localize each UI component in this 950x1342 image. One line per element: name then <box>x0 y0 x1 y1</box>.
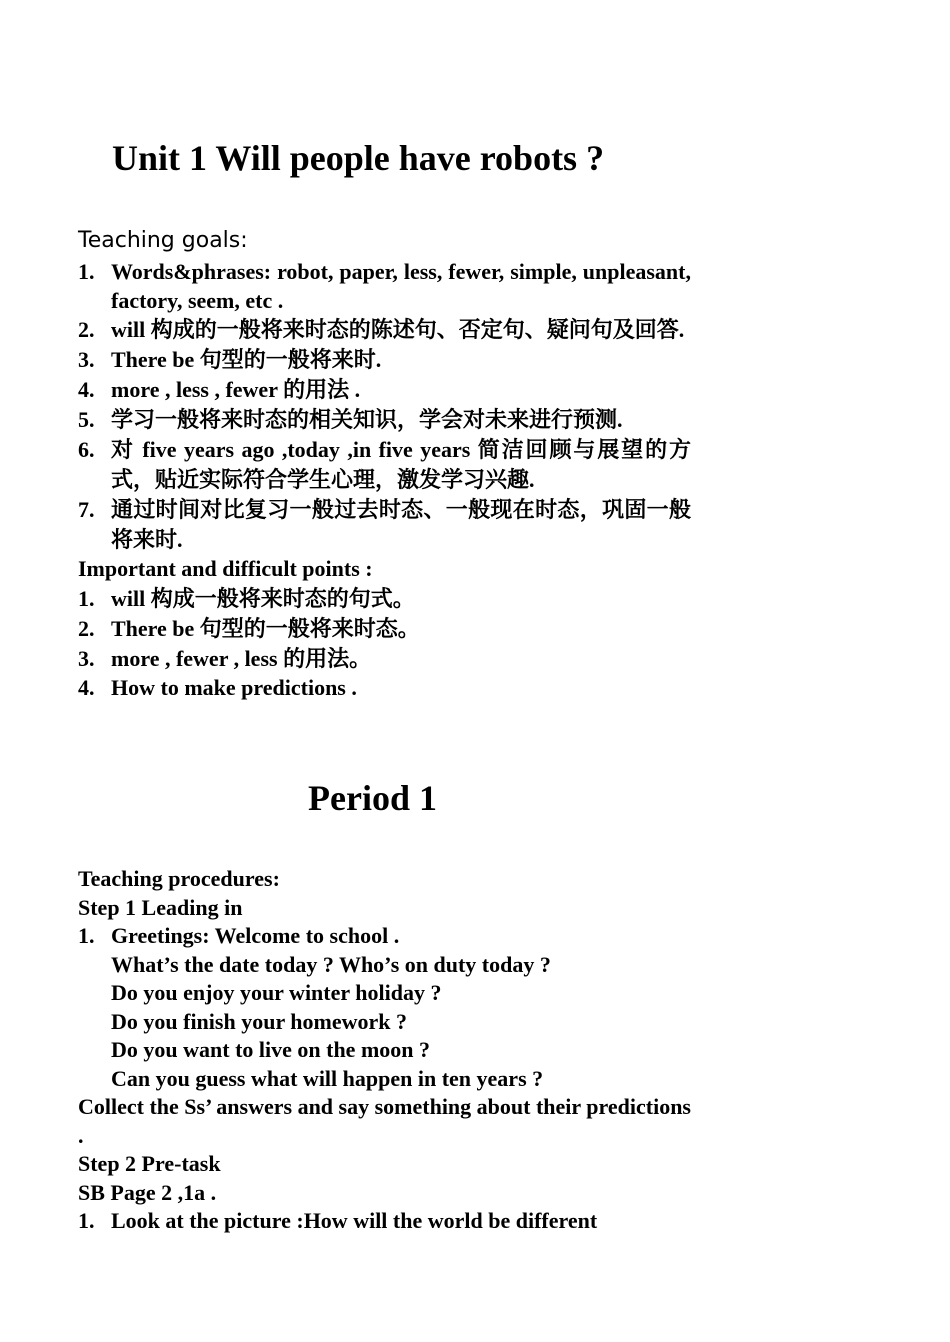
question-line: Can you guess what will happen in ten years ? <box>111 1065 544 1091</box>
list-text: will 构成的一般将来时态的陈述句、否定句、疑问句及回答. <box>111 317 685 342</box>
list-item <box>78 614 691 644</box>
sb-page-reference: SB Page 2 ,1a . <box>78 1179 217 1205</box>
list-number: 1. <box>78 585 95 611</box>
list-text: 通过时间对比复习一般过去时态、一般现在时态，巩固一般将来时. <box>111 497 691 552</box>
list-text: How to make predictions . <box>111 674 357 700</box>
list-item <box>78 1207 691 1236</box>
question-line: What’s the date today ? Who’s on duty today ? <box>111 951 551 977</box>
list-item <box>78 495 691 555</box>
list-number: 2. <box>78 317 95 342</box>
collect-answers-text: Collect the Ss’ answers and say something about their predictions . <box>78 1094 691 1148</box>
list-number: 7. <box>78 497 95 522</box>
list-number: 1. <box>78 259 95 284</box>
step-2-heading: Step 2 Pre-task <box>78 1151 221 1176</box>
list-item <box>78 375 691 405</box>
list-text: 对 five years ago ,today ,in five years 简洁回顾与展望的方式，贴近实际符合学生心理，激发学习兴趣. <box>111 437 691 492</box>
teaching-goals-section <box>78 226 691 702</box>
list-item <box>78 644 691 674</box>
list-number: 5. <box>78 407 95 432</box>
list-item <box>78 435 691 495</box>
list-number: 2. <box>78 615 95 641</box>
list-number: 4. <box>78 674 95 700</box>
question-line: Do you finish your homework ? <box>111 1008 408 1034</box>
question-line: Do you enjoy your winter holiday ? <box>111 980 442 1005</box>
list-text: more , less , fewer 的用法 . <box>111 377 361 402</box>
list-item <box>78 258 691 315</box>
list-text: Look at the picture :How will the world be different <box>111 1208 598 1233</box>
procedures-label: Teaching procedures: <box>78 866 280 891</box>
step-1-heading: Step 1 Leading in <box>78 894 243 920</box>
unit-title: Unit 1 Will people have robots ? <box>112 138 605 178</box>
list-number: 4. <box>78 377 95 402</box>
teaching-goals-list <box>78 258 691 555</box>
list-number: 3. <box>78 347 95 372</box>
important-points-list <box>78 584 691 703</box>
list-item <box>78 405 691 435</box>
teaching-goals-label: Teaching goals: <box>78 228 248 253</box>
procedures-section <box>78 865 691 1236</box>
list-number: 1. <box>78 923 95 948</box>
step-1-list <box>78 922 691 951</box>
list-text: more , fewer , less 的用法。 <box>111 645 372 671</box>
list-item <box>78 922 691 951</box>
list-text: Greetings: Welcome to school . <box>111 923 400 948</box>
list-item <box>78 584 691 614</box>
step-2-list <box>78 1207 691 1236</box>
list-item <box>78 674 691 703</box>
list-text: There be 句型的一般将来时态。 <box>111 615 420 641</box>
list-text: There be 句型的一般将来时. <box>111 347 382 372</box>
important-points-label: Important and difficult points : <box>78 556 373 581</box>
list-number: 1. <box>78 1208 95 1233</box>
list-number: 6. <box>78 437 95 462</box>
list-number: 3. <box>78 645 95 671</box>
list-text: 学习一般将来时态的相关知识，学会对未来进行预测. <box>111 407 623 432</box>
list-text: Words&phrases: robot, paper, less, fewer, simple, unpleasant, factory, seem, etc . <box>111 259 691 313</box>
list-item <box>78 345 691 375</box>
list-item <box>78 315 691 345</box>
period-heading: Period 1 <box>308 778 437 818</box>
question-line: Do you want to live on the moon ? <box>111 1037 431 1062</box>
list-text: will 构成一般将来时态的句式。 <box>111 585 415 611</box>
